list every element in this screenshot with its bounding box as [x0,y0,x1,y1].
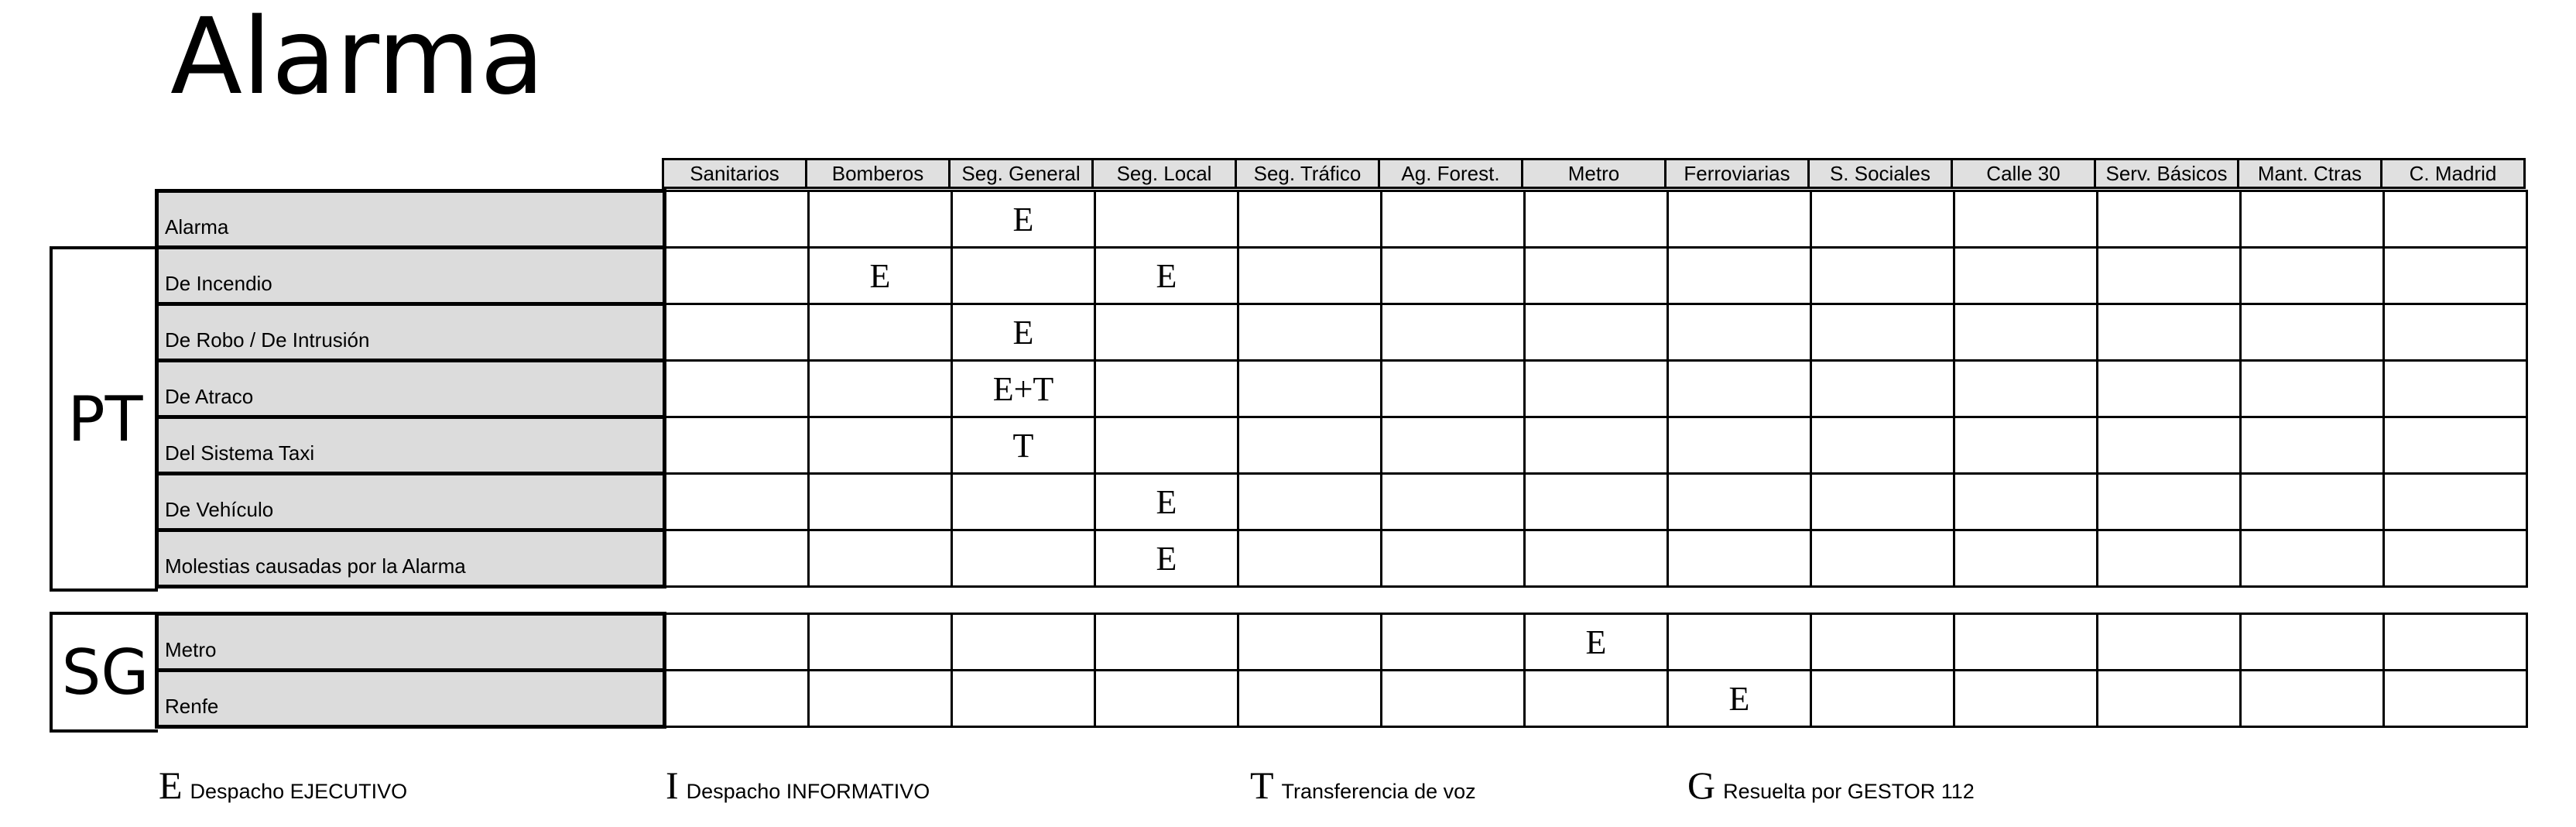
table-cell [1811,361,1954,417]
table-cell [1954,474,2098,530]
row-label: Del Sistema Taxi [157,417,665,474]
table-cell [665,248,809,304]
table-cell [1095,671,1238,727]
table-cell [2241,614,2384,671]
table-cell [1668,614,1811,671]
legend-item [666,763,930,808]
table-cell [1095,614,1238,671]
table-cell [665,474,809,530]
table-cell [1382,191,1525,248]
table-cell [2241,530,2384,587]
table-cell: E [1095,474,1238,530]
legend-item [159,763,407,808]
legend-text: Transferencia de voz [1281,780,1476,803]
column-header-row [662,158,2526,189]
table-cell [1668,304,1811,361]
table-cell: E [1095,530,1238,587]
row-label: Metro [157,614,665,671]
table-cell [2241,248,2384,304]
table-cell [1525,191,1668,248]
table-cell [1525,530,1668,587]
table-cell [1811,614,1954,671]
table-cell [952,614,1095,671]
table-cell [2384,671,2527,727]
table-row [157,248,2527,304]
table-cell [952,530,1095,587]
legend-text: Despacho INFORMATIVO [686,780,930,803]
table-cell [2098,248,2241,304]
table-cell [1238,671,1382,727]
table-cell [952,248,1095,304]
column-header: Calle 30 [1952,160,2095,188]
table-cell [1382,361,1525,417]
table-cell [1382,474,1525,530]
table-cell [1668,417,1811,474]
legend-key: I [666,764,679,807]
sg-group-label: SG [50,612,158,733]
column-header: Seg. General [950,160,1093,188]
table-cell [1525,474,1668,530]
table-cell [1238,474,1382,530]
table-cell: E [1095,248,1238,304]
table-cell [1811,304,1954,361]
table-cell [809,191,952,248]
table-cell [1382,417,1525,474]
table-cell [1525,417,1668,474]
table-cell [1954,248,2098,304]
table-cell [1525,671,1668,727]
table-cell [809,304,952,361]
table-row [157,417,2527,474]
table-cell [665,361,809,417]
table-row [157,614,2527,671]
table-cell [665,530,809,587]
table-cell [952,474,1095,530]
column-header: Sanitarios [663,160,807,188]
legend-text: Resuelta por GESTOR 112 [1723,780,1975,803]
table-cell: E [1668,671,1811,727]
table-cell [1095,417,1238,474]
table-cell [1954,530,2098,587]
table-cell [1382,614,1525,671]
table-row [157,361,2527,417]
row-label: De Incendio [157,248,665,304]
row-label: Renfe [157,671,665,727]
table-cell [665,191,809,248]
table-cell [1668,474,1811,530]
table-cell [2098,474,2241,530]
table-cell [665,614,809,671]
table-cell [2241,191,2384,248]
column-header: Mant. Ctras [2239,160,2382,188]
table-cell [2098,530,2241,587]
column-header: S. Sociales [1809,160,1952,188]
table-cell [1668,248,1811,304]
table-cell [1095,191,1238,248]
table-cell [1238,417,1382,474]
row-label: Alarma [157,191,665,248]
table-cell [2384,361,2527,417]
table-cell [1238,191,1382,248]
table-cell [1238,614,1382,671]
table-cell [2098,191,2241,248]
table-cell [1382,671,1525,727]
column-header: Metro [1523,160,1666,188]
table-cell [1525,248,1668,304]
table-cell [1525,304,1668,361]
table-cell [1382,304,1525,361]
table-cell [2241,671,2384,727]
legend-key: G [1687,764,1716,807]
table-cell [2241,417,2384,474]
table-cell [2098,304,2241,361]
table-cell: E+T [952,361,1095,417]
table-cell [1954,671,2098,727]
column-header: Serv. Básicos [2095,160,2239,188]
table-cell [2241,474,2384,530]
table-cell [1668,191,1811,248]
table-cell: E [1525,614,1668,671]
column-header: Ferroviarias [1666,160,1809,188]
column-header: Bomberos [807,160,950,188]
table-cell [665,304,809,361]
column-header: Seg. Tráfico [1236,160,1379,188]
table-cell [1238,304,1382,361]
table-cell [809,530,952,587]
table-cell [1811,417,1954,474]
table-cell [1954,361,2098,417]
table-cell [809,671,952,727]
table-cell [1238,530,1382,587]
table-cell [1668,361,1811,417]
table-cell [665,417,809,474]
table-cell [1811,248,1954,304]
row-label: De Vehículo [157,474,665,530]
table-cell [1095,361,1238,417]
table-cell [1238,248,1382,304]
table-cell [1954,304,2098,361]
table-cell [2098,361,2241,417]
legend-text: Despacho EJECUTIVO [190,780,408,803]
table-cell [2098,671,2241,727]
sg-table [155,612,2528,729]
table-cell [1668,530,1811,587]
legend-key: T [1250,764,1274,807]
table-cell [2384,417,2527,474]
table-cell [2241,304,2384,361]
pt-table [155,189,2528,589]
pt-group-label: PT [50,246,158,592]
table-cell [2384,304,2527,361]
table-cell [809,614,952,671]
table-row [157,191,2527,248]
table-cell: T [952,417,1095,474]
table-cell [809,417,952,474]
table-row [157,474,2527,530]
column-header: Seg. Local [1093,160,1236,188]
column-header: C. Madrid [2382,160,2525,188]
table-cell [2241,361,2384,417]
table-cell: E [809,248,952,304]
table-cell [2098,417,2241,474]
table-cell [2384,191,2527,248]
table-cell [809,474,952,530]
table-cell [1382,530,1525,587]
table-cell [809,361,952,417]
table-cell [665,671,809,727]
row-label: De Atraco [157,361,665,417]
row-label: De Robo / De Intrusión [157,304,665,361]
table-cell [2384,530,2527,587]
page-title: Alarma [170,0,545,118]
table-cell [1811,474,1954,530]
table-cell [1095,304,1238,361]
table-cell [1525,361,1668,417]
table-cell [1811,671,1954,727]
table-cell [2384,248,2527,304]
legend-item [1250,763,1476,808]
table-cell [1954,417,2098,474]
table-cell [952,671,1095,727]
table-cell [2384,474,2527,530]
table-cell: E [952,191,1095,248]
table-cell [1954,614,2098,671]
column-header: Ag. Forest. [1379,160,1523,188]
table-cell [1238,361,1382,417]
table-cell [1954,191,2098,248]
table-cell: E [952,304,1095,361]
table-cell [2384,614,2527,671]
legend-key: E [159,764,183,807]
table-row [157,671,2527,727]
table-cell [2098,614,2241,671]
table-cell [1811,530,1954,587]
table-row [157,530,2527,587]
row-label: Molestias causadas por la Alarma [157,530,665,587]
table-row [157,304,2527,361]
legend-item [1687,763,1975,808]
table-cell [1382,248,1525,304]
table-cell [1811,191,1954,248]
